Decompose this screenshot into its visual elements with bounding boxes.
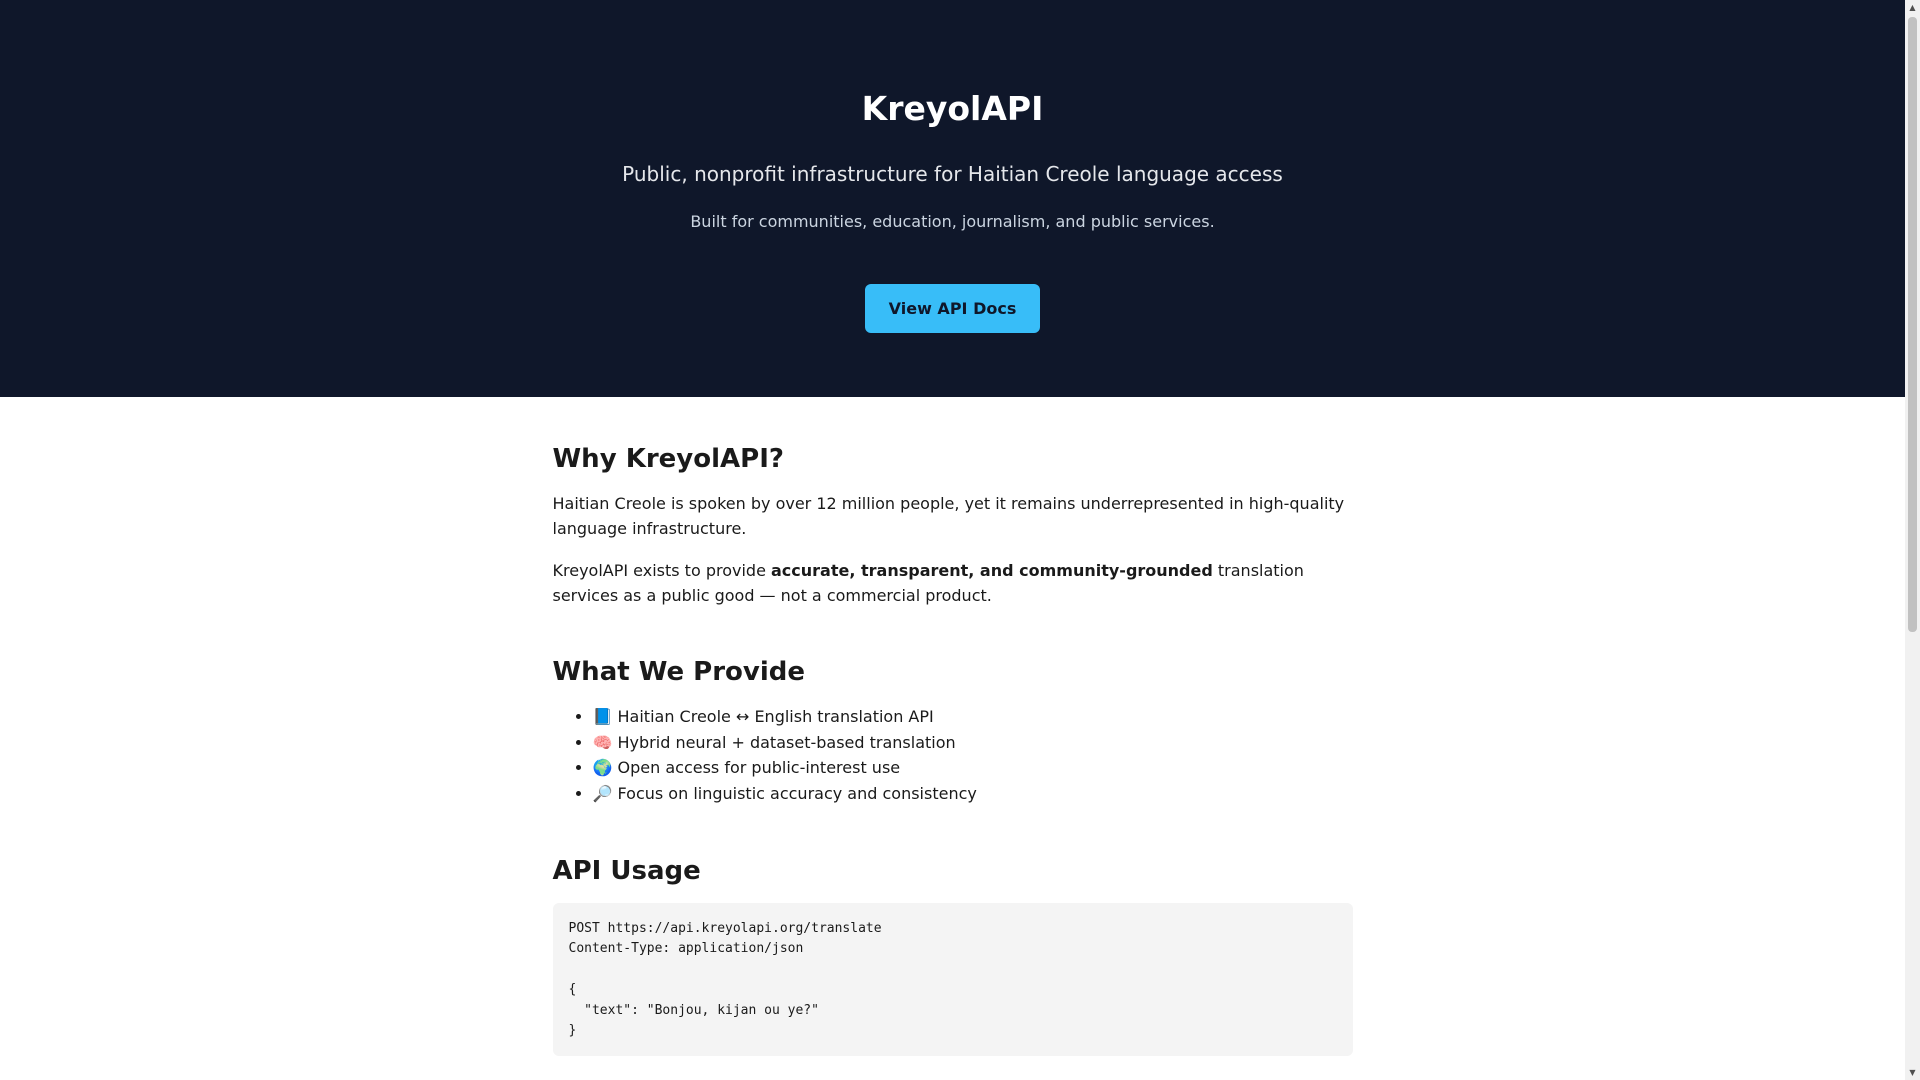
brain-icon: 🧠 bbox=[592, 732, 613, 752]
vertical-scrollbar[interactable] bbox=[1905, 0, 1920, 1080]
list-item bbox=[593, 781, 1353, 807]
magnifier-icon: 🔎 bbox=[592, 784, 613, 804]
text: translation services as a public good — not a commercial product. bbox=[552, 561, 1304, 605]
text: KreyolAPI exists to provide bbox=[552, 561, 771, 580]
code-block: POST https://api.kreyolapi.org/translate Content-Type: application/json { "text": "Bonjou, kijan ou ye?" } bbox=[553, 903, 1353, 1056]
hero-subtitle: Public, nonprofit infrastructure for Haitian Creole language access bbox=[622, 162, 1283, 186]
list-item bbox=[593, 755, 1353, 781]
provide-section bbox=[553, 654, 1353, 807]
usage-section bbox=[553, 853, 1353, 1056]
scroll-up-icon[interactable]: ▲ bbox=[1909, 3, 1916, 12]
why-section bbox=[553, 441, 1353, 608]
scroll-down-icon[interactable]: ▼ bbox=[1909, 1068, 1916, 1077]
list-item bbox=[593, 730, 1353, 756]
why-paragraph-2 bbox=[553, 558, 1353, 608]
why-paragraph-1: Haitian Creole is spoken by over 12 million people, yet it remains underrepresented in high-quality language infrastructure. bbox=[552, 494, 1345, 538]
provide-heading: What We Provide bbox=[552, 657, 805, 687]
emphasis: accurate, transparent, and community-grounded bbox=[771, 561, 1213, 580]
usage-heading: API Usage bbox=[552, 855, 701, 886]
list-item-text: Haitian Creole ↔ English translation API bbox=[617, 707, 934, 726]
book-icon: 📘 bbox=[592, 707, 613, 726]
site-title: KreyolAPI bbox=[861, 89, 1044, 128]
globe-icon: 🌍 bbox=[592, 758, 613, 778]
hero-section bbox=[0, 0, 1905, 397]
view-api-docs-button[interactable]: View API Docs bbox=[865, 284, 1040, 333]
why-heading: Why KreyolAPI? bbox=[552, 444, 784, 474]
scrollbar-thumb[interactable] bbox=[1908, 17, 1917, 632]
main-content bbox=[553, 397, 1353, 1056]
list-item-text: Focus on linguistic accuracy and consistency bbox=[617, 784, 977, 804]
hero-tagline: Built for communities, education, journalism, and public services. bbox=[690, 212, 1215, 231]
list-item-text: Hybrid neural + dataset-based translation bbox=[617, 732, 956, 752]
list-item bbox=[593, 704, 1353, 730]
feature-list bbox=[553, 704, 1353, 807]
list-item-text: Open access for public-interest use bbox=[617, 758, 901, 778]
